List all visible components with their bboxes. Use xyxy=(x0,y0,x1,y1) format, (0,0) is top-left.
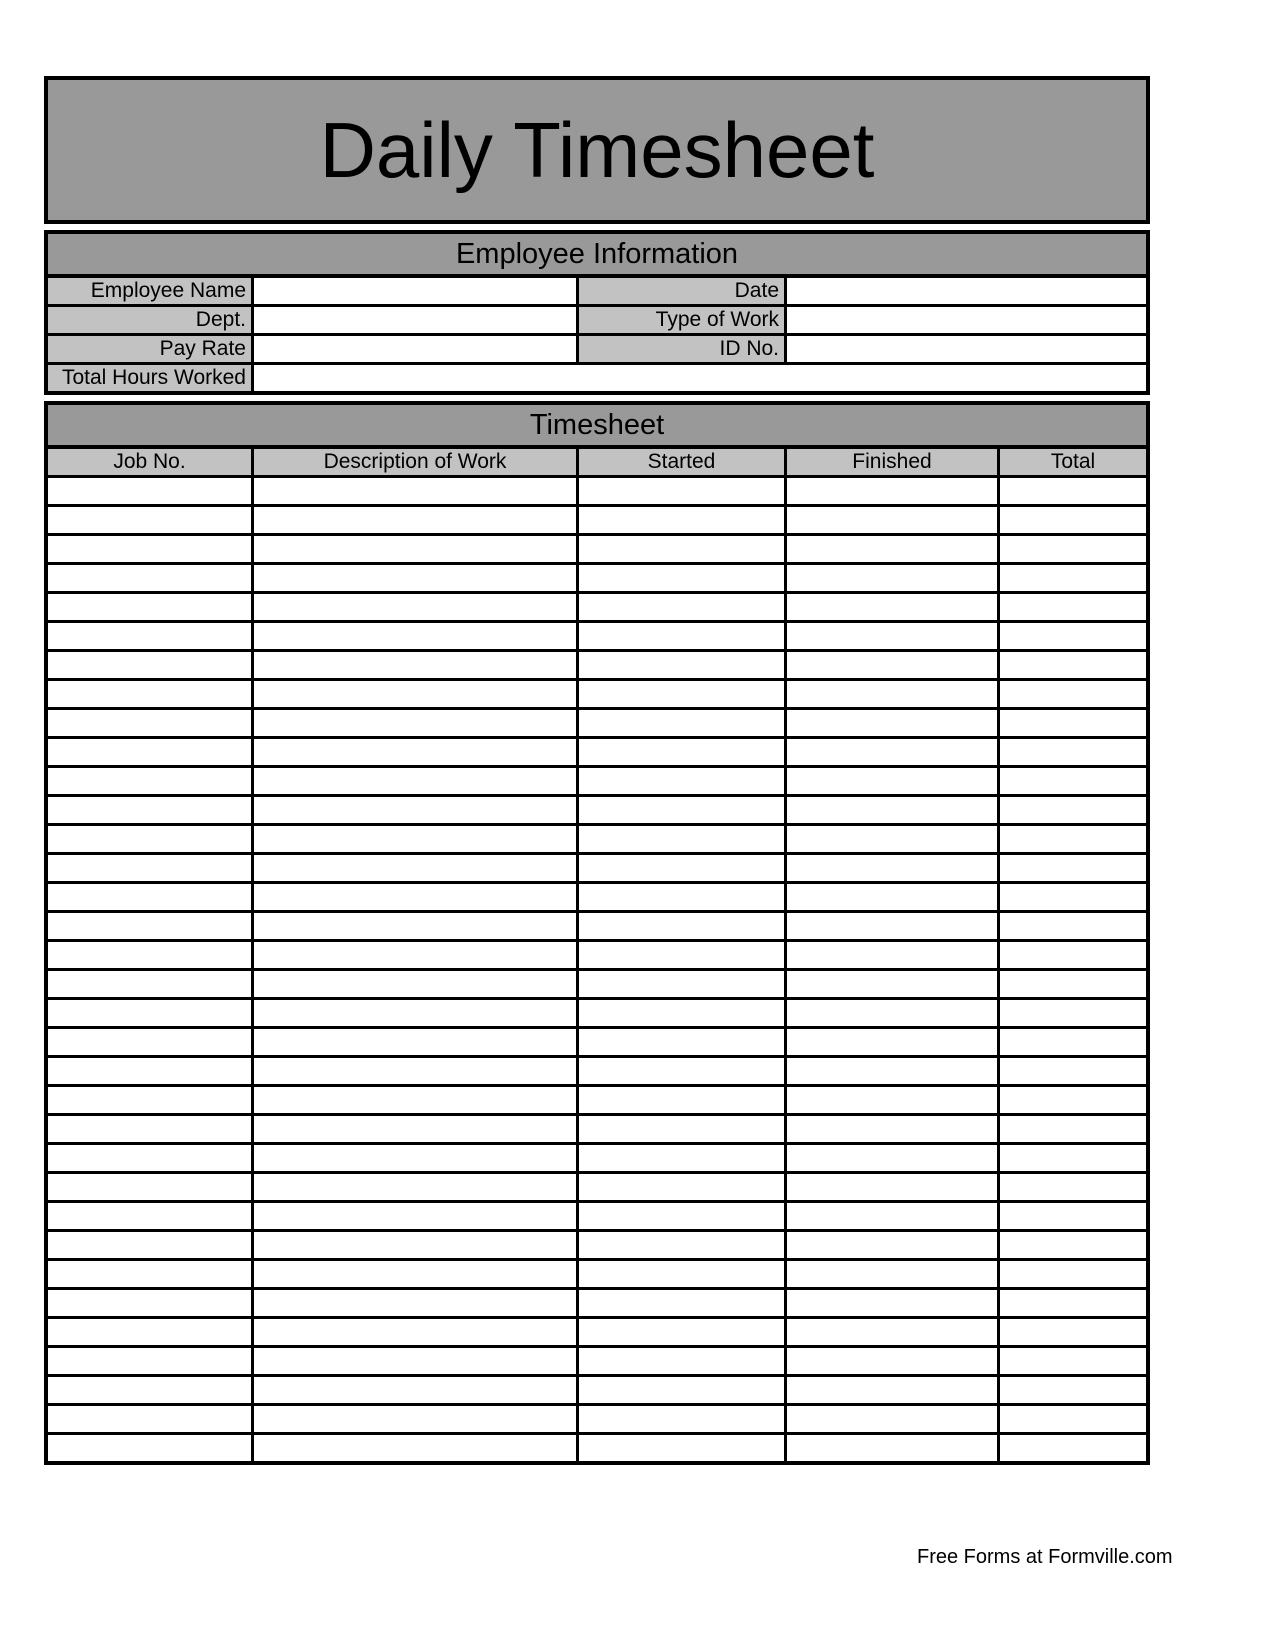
timesheet-cell[interactable] xyxy=(787,884,997,910)
timesheet-cell[interactable] xyxy=(787,1058,997,1084)
timesheet-cell[interactable] xyxy=(254,971,576,997)
timesheet-cell[interactable] xyxy=(48,478,251,504)
timesheet-cell[interactable] xyxy=(254,942,576,968)
timesheet-cell[interactable] xyxy=(787,1261,997,1287)
timesheet-form xyxy=(44,76,1150,1465)
timesheet-cell[interactable] xyxy=(787,1232,997,1258)
timesheet-cell[interactable] xyxy=(787,1290,997,1316)
timesheet-cell[interactable] xyxy=(1000,1203,1146,1229)
timesheet-cell[interactable] xyxy=(48,1406,251,1432)
column-header-finished: Finished xyxy=(787,449,997,475)
timesheet-cell[interactable] xyxy=(48,623,251,649)
timesheet-cell[interactable] xyxy=(787,1377,997,1403)
timesheet-cell[interactable] xyxy=(48,710,251,736)
id-no-input[interactable] xyxy=(787,336,1146,362)
timesheet-cell[interactable] xyxy=(579,1261,784,1287)
timesheet-cell[interactable] xyxy=(1000,594,1146,620)
timesheet-cell[interactable] xyxy=(787,623,997,649)
timesheet-cell[interactable] xyxy=(48,797,251,823)
timesheet-cell[interactable] xyxy=(1000,1319,1146,1345)
timesheet-cell[interactable] xyxy=(1000,1377,1146,1403)
timesheet-cell[interactable] xyxy=(1000,536,1146,562)
timesheet-cell[interactable] xyxy=(254,507,576,533)
timesheet-cell[interactable] xyxy=(787,913,997,939)
timesheet-cell[interactable] xyxy=(579,884,784,910)
timesheet-cell[interactable] xyxy=(579,1174,784,1200)
timesheet-cell[interactable] xyxy=(254,1116,576,1142)
timesheet-cell[interactable] xyxy=(254,1348,576,1374)
timesheet-cell[interactable] xyxy=(254,565,576,591)
timesheet-cell[interactable] xyxy=(48,1116,251,1142)
type-of-work-input[interactable] xyxy=(787,307,1146,333)
timesheet-cell[interactable] xyxy=(579,1232,784,1258)
timesheet-cell[interactable] xyxy=(48,855,251,881)
timesheet-cell[interactable] xyxy=(48,1319,251,1345)
timesheet-cell[interactable] xyxy=(48,1029,251,1055)
timesheet-cell[interactable] xyxy=(579,565,784,591)
timesheet-cell[interactable] xyxy=(254,1029,576,1055)
timesheet-cell[interactable] xyxy=(787,768,997,794)
timesheet-cell[interactable] xyxy=(579,536,784,562)
timesheet-cell[interactable] xyxy=(579,768,784,794)
column-header-job-no: Job No. xyxy=(48,449,251,475)
page-title: Daily Timesheet xyxy=(319,106,875,194)
timesheet-cell[interactable] xyxy=(1000,1348,1146,1374)
timesheet-cell[interactable] xyxy=(48,1290,251,1316)
employee-info-grid xyxy=(44,278,1150,395)
timesheet-cell[interactable] xyxy=(48,826,251,852)
timesheet-cell[interactable] xyxy=(787,652,997,678)
timesheet-cell[interactable] xyxy=(579,681,784,707)
timesheet-cell[interactable] xyxy=(579,826,784,852)
timesheet-cell[interactable] xyxy=(254,1290,576,1316)
timesheet-header-label: Timesheet xyxy=(529,408,665,441)
timesheet-cell[interactable] xyxy=(579,1087,784,1113)
timesheet-cell[interactable] xyxy=(48,913,251,939)
timesheet-cell[interactable] xyxy=(48,942,251,968)
timesheet-cell[interactable] xyxy=(579,971,784,997)
date-input[interactable] xyxy=(787,278,1146,304)
timesheet-cell[interactable] xyxy=(579,710,784,736)
timesheet-cell[interactable] xyxy=(48,1203,251,1229)
timesheet-cell[interactable] xyxy=(48,1348,251,1374)
timesheet-cell[interactable] xyxy=(787,826,997,852)
timesheet-cell[interactable] xyxy=(1000,1232,1146,1258)
timesheet-cell[interactable] xyxy=(1000,681,1146,707)
timesheet-cell[interactable] xyxy=(787,478,997,504)
timesheet-cell[interactable] xyxy=(254,1377,576,1403)
timesheet-cell[interactable] xyxy=(1000,1087,1146,1113)
timesheet-cell[interactable] xyxy=(579,1290,784,1316)
timesheet-cell[interactable] xyxy=(254,1319,576,1345)
timesheet-cell[interactable] xyxy=(1000,710,1146,736)
timesheet-cell[interactable] xyxy=(254,478,576,504)
timesheet-cell[interactable] xyxy=(787,797,997,823)
timesheet-cell[interactable] xyxy=(579,594,784,620)
timesheet-cell[interactable] xyxy=(579,739,784,765)
timesheet-cell[interactable] xyxy=(787,1319,997,1345)
employee-name-label: Employee Name xyxy=(48,278,251,304)
timesheet-cell[interactable] xyxy=(48,1174,251,1200)
timesheet-cell[interactable] xyxy=(254,884,576,910)
timesheet-cell[interactable] xyxy=(579,478,784,504)
timesheet-table xyxy=(44,449,1150,1465)
timesheet-cell[interactable] xyxy=(254,768,576,794)
timesheet-cell[interactable] xyxy=(48,884,251,910)
timesheet-cell[interactable] xyxy=(254,594,576,620)
timesheet-cell[interactable] xyxy=(579,1348,784,1374)
date-label: Date xyxy=(579,278,784,304)
pay-rate-label: Pay Rate xyxy=(48,336,251,362)
footer-credit: Free Forms at Formville.com xyxy=(917,1546,1173,1568)
timesheet-cell[interactable] xyxy=(579,1435,784,1461)
timesheet-cell[interactable] xyxy=(579,1000,784,1026)
type-of-work-label: Type of Work xyxy=(579,307,784,333)
column-header-description: Description of Work xyxy=(254,449,576,475)
timesheet-cell[interactable] xyxy=(787,1203,997,1229)
timesheet-cell[interactable] xyxy=(787,1435,997,1461)
timesheet-cell[interactable] xyxy=(254,797,576,823)
timesheet-cell[interactable] xyxy=(579,1058,784,1084)
timesheet-cell[interactable] xyxy=(48,1261,251,1287)
timesheet-cell[interactable] xyxy=(787,971,997,997)
total-hours-worked-input[interactable] xyxy=(254,365,1146,391)
timesheet-cell[interactable] xyxy=(48,1058,251,1084)
timesheet-cell[interactable] xyxy=(254,1203,576,1229)
timesheet-cell[interactable] xyxy=(254,710,576,736)
timesheet-cell[interactable] xyxy=(787,594,997,620)
timesheet-cell[interactable] xyxy=(254,536,576,562)
timesheet-cell[interactable] xyxy=(48,507,251,533)
timesheet-cell[interactable] xyxy=(254,913,576,939)
timesheet-cell[interactable] xyxy=(1000,768,1146,794)
timesheet-cell[interactable] xyxy=(48,1435,251,1461)
column-header-total: Total xyxy=(1000,449,1146,475)
employee-info-header xyxy=(44,230,1150,278)
timesheet-cell[interactable] xyxy=(1000,797,1146,823)
timesheet-cell[interactable] xyxy=(1000,1290,1146,1316)
timesheet-cell[interactable] xyxy=(1000,855,1146,881)
timesheet-cell[interactable] xyxy=(787,507,997,533)
timesheet-cell[interactable] xyxy=(787,1406,997,1432)
timesheet-cell[interactable] xyxy=(579,623,784,649)
timesheet-cell[interactable] xyxy=(48,768,251,794)
timesheet-cell[interactable] xyxy=(1000,507,1146,533)
timesheet-cell[interactable] xyxy=(254,826,576,852)
column-header-started: Started xyxy=(579,449,784,475)
timesheet-cell[interactable] xyxy=(254,1406,576,1432)
timesheet-cell[interactable] xyxy=(48,1000,251,1026)
timesheet-cell[interactable] xyxy=(787,942,997,968)
timesheet-cell[interactable] xyxy=(254,1000,576,1026)
timesheet-cell[interactable] xyxy=(787,536,997,562)
timesheet-cell[interactable] xyxy=(1000,913,1146,939)
timesheet-cell[interactable] xyxy=(1000,971,1146,997)
timesheet-cell[interactable] xyxy=(787,855,997,881)
dept-label: Dept. xyxy=(48,307,251,333)
timesheet-cell[interactable] xyxy=(48,536,251,562)
timesheet-cell[interactable] xyxy=(1000,1145,1146,1171)
timesheet-cell[interactable] xyxy=(254,681,576,707)
timesheet-cell[interactable] xyxy=(48,971,251,997)
timesheet-cell[interactable] xyxy=(787,710,997,736)
timesheet-cell[interactable] xyxy=(254,1058,576,1084)
timesheet-cell[interactable] xyxy=(579,1145,784,1171)
timesheet-cell[interactable] xyxy=(1000,565,1146,591)
timesheet-cell[interactable] xyxy=(579,1406,784,1432)
timesheet-cell[interactable] xyxy=(787,1000,997,1026)
timesheet-cell[interactable] xyxy=(1000,884,1146,910)
timesheet-cell[interactable] xyxy=(254,1261,576,1287)
timesheet-cell[interactable] xyxy=(254,1232,576,1258)
timesheet-cell[interactable] xyxy=(787,739,997,765)
timesheet-cell[interactable] xyxy=(1000,1029,1146,1055)
timesheet-cell[interactable] xyxy=(579,1377,784,1403)
timesheet-cell[interactable] xyxy=(1000,623,1146,649)
timesheet-cell[interactable] xyxy=(1000,1058,1146,1084)
timesheet-header xyxy=(44,401,1150,449)
timesheet-cell[interactable] xyxy=(787,1087,997,1113)
timesheet-cell[interactable] xyxy=(1000,826,1146,852)
timesheet-cell[interactable] xyxy=(1000,942,1146,968)
employee-info-header-label: Employee Information xyxy=(455,237,739,270)
timesheet-cell[interactable] xyxy=(579,1319,784,1345)
timesheet-cell[interactable] xyxy=(1000,652,1146,678)
employee-name-input[interactable] xyxy=(254,278,576,304)
timesheet-cell[interactable] xyxy=(1000,739,1146,765)
timesheet-cell[interactable] xyxy=(48,1377,251,1403)
timesheet-cell[interactable] xyxy=(579,913,784,939)
timesheet-cell[interactable] xyxy=(254,1145,576,1171)
timesheet-cell[interactable] xyxy=(48,739,251,765)
timesheet-cell[interactable] xyxy=(48,1232,251,1258)
timesheet-cell[interactable] xyxy=(579,942,784,968)
timesheet-cell[interactable] xyxy=(254,739,576,765)
timesheet-cell[interactable] xyxy=(787,565,997,591)
timesheet-cell[interactable] xyxy=(254,1435,576,1461)
timesheet-cell[interactable] xyxy=(1000,1174,1146,1200)
timesheet-cell[interactable] xyxy=(48,681,251,707)
dept-input[interactable] xyxy=(254,307,576,333)
timesheet-cell[interactable] xyxy=(1000,1000,1146,1026)
timesheet-cell[interactable] xyxy=(787,1145,997,1171)
timesheet-cell[interactable] xyxy=(48,652,251,678)
timesheet-cell[interactable] xyxy=(254,1174,576,1200)
pay-rate-input[interactable] xyxy=(254,336,576,362)
timesheet-cell[interactable] xyxy=(1000,1261,1146,1287)
timesheet-cell[interactable] xyxy=(787,1116,997,1142)
timesheet-cell[interactable] xyxy=(254,855,576,881)
timesheet-cell[interactable] xyxy=(579,797,784,823)
timesheet-cell[interactable] xyxy=(787,1029,997,1055)
timesheet-cell[interactable] xyxy=(579,507,784,533)
total-hours-worked-label: Total Hours Worked xyxy=(48,365,251,391)
id-no-label: ID No. xyxy=(579,336,784,362)
timesheet-cell[interactable] xyxy=(48,565,251,591)
timesheet-cell[interactable] xyxy=(254,652,576,678)
timesheet-cell[interactable] xyxy=(579,1203,784,1229)
timesheet-cell[interactable] xyxy=(787,681,997,707)
timesheet-cell[interactable] xyxy=(579,1116,784,1142)
timesheet-cell[interactable] xyxy=(1000,1116,1146,1142)
timesheet-cell[interactable] xyxy=(48,594,251,620)
timesheet-cell[interactable] xyxy=(579,855,784,881)
timesheet-cell[interactable] xyxy=(1000,478,1146,504)
timesheet-cell[interactable] xyxy=(787,1174,997,1200)
timesheet-cell[interactable] xyxy=(1000,1435,1146,1461)
timesheet-cell[interactable] xyxy=(254,1087,576,1113)
timesheet-cell[interactable] xyxy=(48,1087,251,1113)
timesheet-cell[interactable] xyxy=(1000,1406,1146,1432)
timesheet-cell[interactable] xyxy=(48,1145,251,1171)
title-banner xyxy=(44,76,1150,224)
timesheet-cell[interactable] xyxy=(787,1348,997,1374)
timesheet-cell[interactable] xyxy=(579,652,784,678)
timesheet-cell[interactable] xyxy=(579,1029,784,1055)
timesheet-cell[interactable] xyxy=(254,623,576,649)
